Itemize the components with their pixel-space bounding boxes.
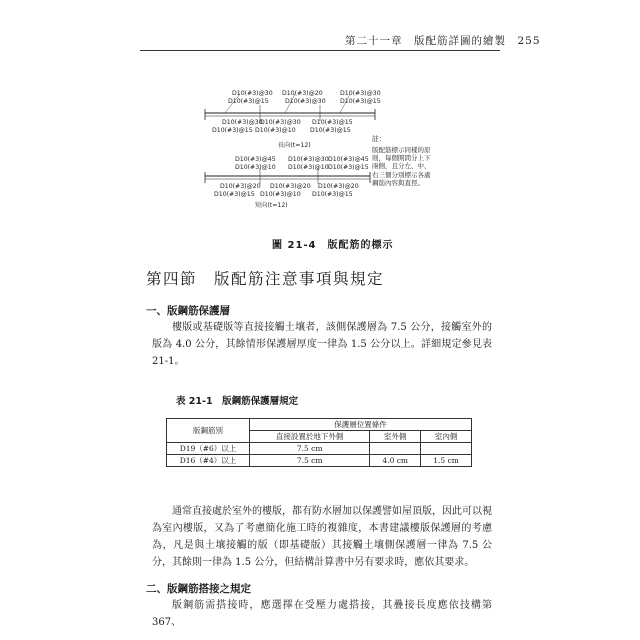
fig-top-bottom-label: D10(#3)@30 xyxy=(260,119,301,126)
fig-top-label: D10(#3)@15 xyxy=(340,98,381,105)
subsection-heading: 一、版鋼筋保護層 xyxy=(146,305,230,317)
table-header-cell: 室外側 xyxy=(370,431,421,443)
fig-bottom-bottom-label: D10(#3)@10 xyxy=(260,191,301,198)
subsection-heading: 二、版鋼筋搭接之規定 xyxy=(146,583,251,595)
fig-bottom-bottom-label: D10(#3)@20 xyxy=(270,183,311,190)
fig-bottom-label: D10(#3)@15 xyxy=(328,164,369,171)
table-cell: D16（#4）以上 xyxy=(167,455,250,467)
table-title: 表 21-1 版鋼筋保護層規定 xyxy=(176,396,299,407)
fig-top-label: D10(#3)@30 xyxy=(285,98,326,105)
fig-bottom-bottom-label: D10(#3)@20 xyxy=(318,183,359,190)
fig-bottom-caption: 短向(t=12) xyxy=(255,202,288,209)
table-header-cell: 直接設置於地下外側 xyxy=(250,431,370,443)
paragraph: 版鋼筋需搭接時，應選擇在受壓力處搭接，其疊接長度應依技構第 367、 xyxy=(152,600,492,628)
fig-top-bottom-label: D10(#3)@15 xyxy=(310,127,351,134)
table-cell xyxy=(370,443,421,455)
fig-top-label: D10(#3)@20 xyxy=(282,90,323,97)
paragraph: 樓版或基礎版等直接接觸土壤者，該側保護層為 7.5 公分，接觸室外的版為 4.0 公分，其餘情形保護層厚度一律為 1.5 公分以上。詳細規定參見表 21-1。 xyxy=(152,322,492,367)
header-rule xyxy=(140,50,500,51)
table-row xyxy=(167,455,472,467)
figure-caption: 圖 21-4 版配筋的標示 xyxy=(272,240,394,251)
page-header: 第二十一章 版配筋詳圖的繪製 255 xyxy=(345,35,541,47)
fig-top-bottom-label: D10(#3)@10 xyxy=(255,127,296,134)
fig-bottom-label: D10(#3)@45 xyxy=(235,156,276,163)
fig-top-label: D10(#3)@30 xyxy=(232,90,273,97)
table-group-header: 保護層位置條件 xyxy=(250,419,472,431)
fig-top-bottom-label: D10(#3)@15 xyxy=(312,119,353,126)
top-slab-diagram xyxy=(205,89,381,149)
table-row xyxy=(167,443,472,455)
bottom-slab-diagram xyxy=(205,155,370,209)
paragraph: 通常直接處於室外的樓版，都有防水層加以保護譬如屋頂版，因此可以視為室內樓版，又為了考慮簡化施工時的複雜度，本書建議樓版保護層的考慮為，凡是與土壤接觸的版（即基礎版）其接觸土壤側保護層一律為 7.5 公分，其餘則一律為 1.5 公分，但結構計算書中另有要求時，應依其要求。 xyxy=(152,506,492,568)
fig-bottom-bottom-label: D10(#3)@15 xyxy=(312,191,353,198)
section-title: 第四節 版配筋注意事項與規定 xyxy=(146,270,385,288)
fig-top-label: D10(#3)@15 xyxy=(228,98,269,105)
fig-bottom-label: D10(#3)@45 xyxy=(328,156,369,163)
table-cell: 4.0 cm xyxy=(370,455,421,467)
table-cell: 7.5 cm xyxy=(250,455,370,467)
fig-bottom-label: D10(#3)@10 xyxy=(288,164,329,171)
fig-top-caption: 長向(t=12) xyxy=(278,142,311,149)
table-cell: 7.5 cm xyxy=(250,443,370,455)
table-cell: 1.5 cm xyxy=(421,455,472,467)
table-header-cell: 版鋼筋別 xyxy=(167,419,250,443)
table-header-cell: 室內側 xyxy=(421,431,472,443)
fig-bottom-bottom-label: D10(#3)@20 xyxy=(220,183,261,190)
fig-bottom-label: D10(#3)@10 xyxy=(235,164,276,171)
table-cell xyxy=(421,443,472,455)
cover-table xyxy=(166,418,472,467)
figure-note: 版配筋標示同樣的原則，每個開間分上下兩側，且分左、中、右三個分別標示各處鋼筋內容與直徑。 xyxy=(372,146,431,187)
fig-bottom-bottom-label: D10(#3)@15 xyxy=(214,191,255,198)
fig-top-bottom-label: D10(#3)@30 xyxy=(222,119,263,126)
figure-note-title: 註： xyxy=(372,135,386,143)
table-cell: D19（#6）以上 xyxy=(167,443,250,455)
fig-top-bottom-label: D10(#3)@15 xyxy=(212,127,253,134)
fig-top-label: D10(#3)@30 xyxy=(340,90,381,97)
fig-bottom-label: D10(#3)@30 xyxy=(288,156,329,163)
